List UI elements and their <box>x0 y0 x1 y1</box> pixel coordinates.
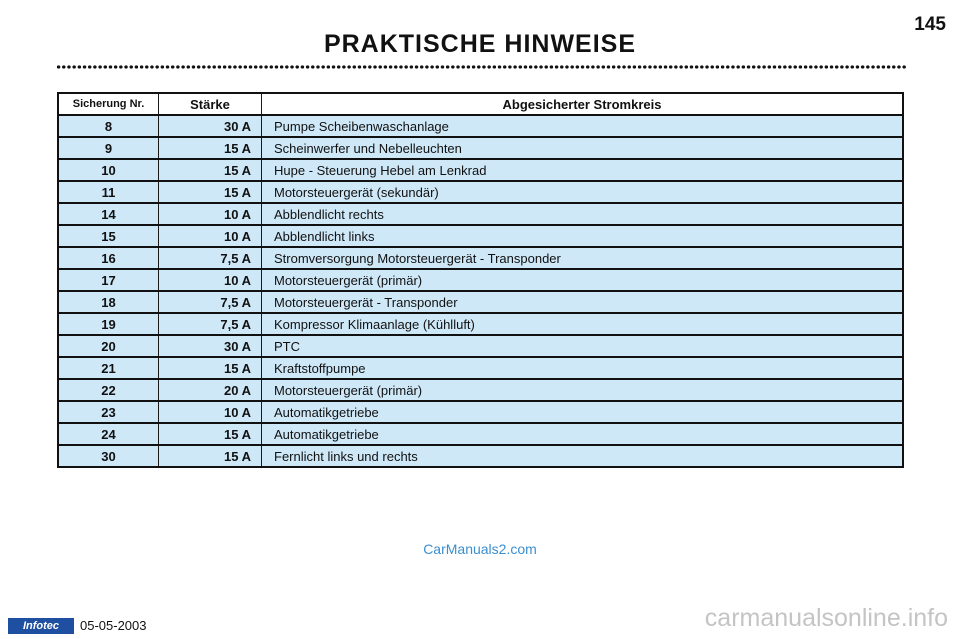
table-row <box>58 115 903 137</box>
fuse-number-cell: 19 <box>58 313 159 335</box>
circuit-cell: Automatikgetriebe <box>262 423 904 445</box>
page-title: PRAKTISCHE HINWEISE <box>323 30 637 58</box>
table-row <box>58 159 903 181</box>
circuit-cell: Motorsteuergerät - Transponder <box>262 291 904 313</box>
amperage-cell: 10 A <box>159 225 262 247</box>
table-row <box>58 137 903 159</box>
amperage-cell: 10 A <box>159 269 262 291</box>
table-row <box>58 247 903 269</box>
footer-date: 05-05-2003 <box>80 618 147 633</box>
table-row <box>58 313 903 335</box>
amperage-cell: 30 A <box>159 335 262 357</box>
circuit-cell: PTC <box>262 335 904 357</box>
fuse-number-cell: 16 <box>58 247 159 269</box>
fuse-number-cell: 9 <box>58 137 159 159</box>
amperage-cell: 15 A <box>159 181 262 203</box>
circuit-cell: Motorsteuergerät (sekundär) <box>262 181 904 203</box>
table-row <box>58 203 903 225</box>
fuse-number-cell: 8 <box>58 115 159 137</box>
circuit-cell: Abblendlicht rechts <box>262 203 904 225</box>
fuse-table-body <box>58 115 903 467</box>
amperage-cell: 7,5 A <box>159 291 262 313</box>
table-row <box>58 379 903 401</box>
fuse-number-cell: 23 <box>58 401 159 423</box>
header-amperage: Stärke <box>159 93 262 115</box>
watermark-carmanualsonline[interactable]: carmanualsonline.info <box>704 604 948 632</box>
dotted-divider <box>56 64 906 70</box>
table-row <box>58 445 903 467</box>
header-fuse-number: Sicherung Nr. <box>58 93 159 115</box>
fuse-number-cell: 20 <box>58 335 159 357</box>
fuse-table <box>57 92 904 468</box>
amperage-cell: 10 A <box>159 401 262 423</box>
table-row <box>58 291 903 313</box>
circuit-cell: Kraftstoffpumpe <box>262 357 904 379</box>
circuit-cell: Motorsteuergerät (primär) <box>262 379 904 401</box>
amperage-cell: 10 A <box>159 203 262 225</box>
circuit-cell: Hupe - Steuerung Hebel am Lenkrad <box>262 159 904 181</box>
circuit-cell: Stromversorgung Motorsteuergerät - Transponder <box>262 247 904 269</box>
table-row <box>58 225 903 247</box>
amperage-cell: 15 A <box>159 159 262 181</box>
amperage-cell: 15 A <box>159 423 262 445</box>
fuse-number-cell: 30 <box>58 445 159 467</box>
fuse-number-cell: 10 <box>58 159 159 181</box>
amperage-cell: 15 A <box>159 357 262 379</box>
fuse-number-cell: 21 <box>58 357 159 379</box>
page-number: 145 <box>914 14 946 35</box>
circuit-cell: Pumpe Scheibenwaschanlage <box>262 115 904 137</box>
amperage-cell: 7,5 A <box>159 313 262 335</box>
fuse-number-cell: 18 <box>58 291 159 313</box>
fuse-number-cell: 24 <box>58 423 159 445</box>
fuse-number-cell: 15 <box>58 225 159 247</box>
amperage-cell: 20 A <box>159 379 262 401</box>
table-row <box>58 181 903 203</box>
amperage-cell: 15 A <box>159 445 262 467</box>
circuit-cell: Kompressor Klimaanlage (Kühlluft) <box>262 313 904 335</box>
circuit-cell: Scheinwerfer und Nebelleuchten <box>262 137 904 159</box>
fuse-number-cell: 14 <box>58 203 159 225</box>
fuse-number-cell: 17 <box>58 269 159 291</box>
watermark-carmanuals2[interactable]: CarManuals2.com <box>423 541 537 557</box>
circuit-cell: Fernlicht links und rechts <box>262 445 904 467</box>
table-row <box>58 423 903 445</box>
table-header-row <box>58 93 903 115</box>
fuse-number-cell: 11 <box>58 181 159 203</box>
amperage-cell: 15 A <box>159 137 262 159</box>
circuit-cell: Abblendlicht links <box>262 225 904 247</box>
amperage-cell: 30 A <box>159 115 262 137</box>
header-circuit: Abgesicherter Stromkreis <box>262 93 904 115</box>
table-row <box>58 335 903 357</box>
fuse-number-cell: 22 <box>58 379 159 401</box>
circuit-cell: Automatikgetriebe <box>262 401 904 423</box>
amperage-cell: 7,5 A <box>159 247 262 269</box>
table-row <box>58 269 903 291</box>
circuit-cell: Motorsteuergerät (primär) <box>262 269 904 291</box>
table-row <box>58 401 903 423</box>
infotec-logo: Infotec <box>8 618 74 634</box>
table-row <box>58 357 903 379</box>
